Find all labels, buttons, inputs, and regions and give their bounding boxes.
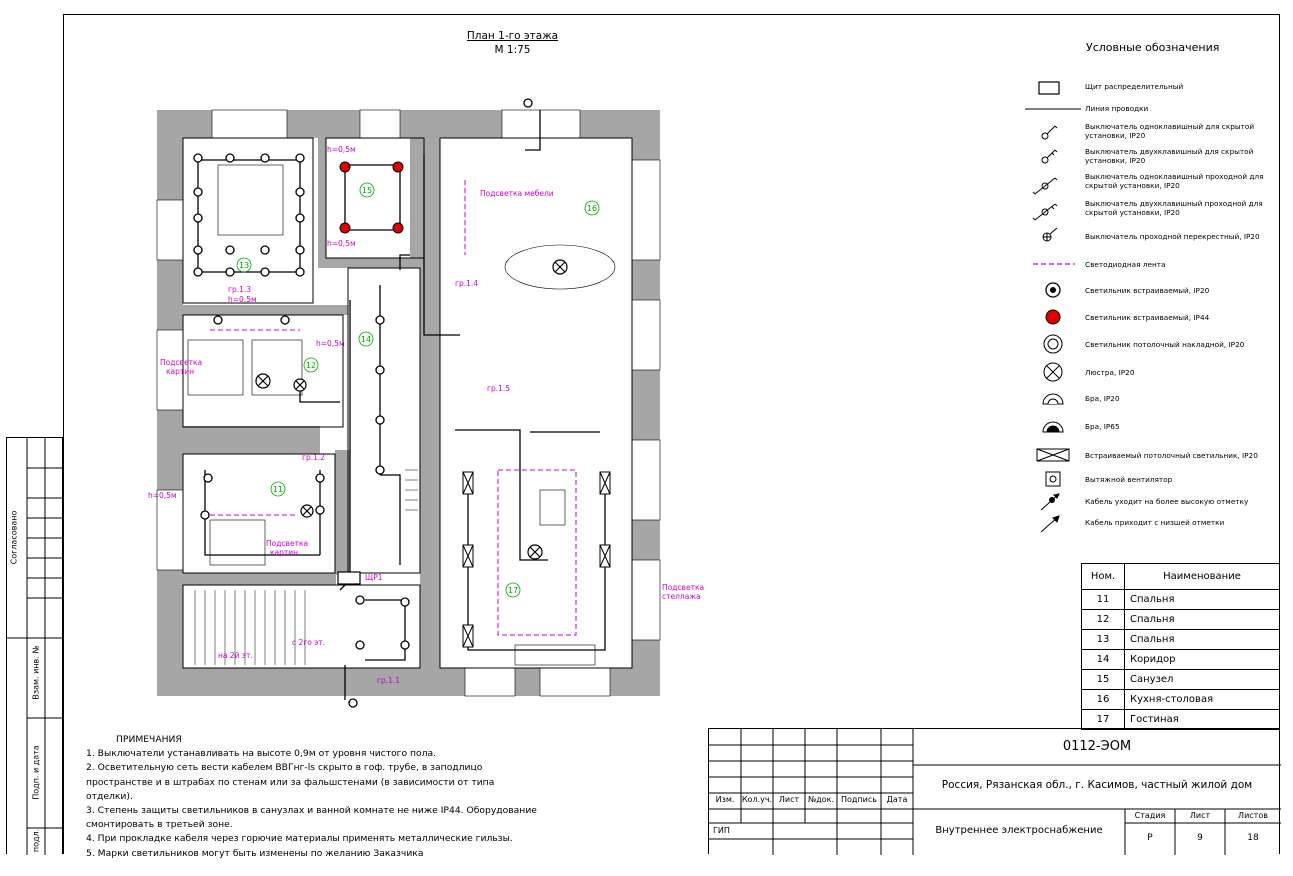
notes-title: ПРИМЕЧАНИЯ [116, 734, 182, 745]
notes-line: 1. Выключатели устанавливать на высоте 0,9м от уровня чистого пола. [86, 748, 437, 760]
notes-line: 5. Марки светильников могут быть изменены по желанию Заказчика [86, 847, 424, 859]
picture-light-label-2a: Подсветка [266, 539, 309, 548]
group-label-1-4: гр.1.4 [455, 279, 479, 288]
rooms-table [1081, 563, 1280, 730]
room-label-12: 12 [305, 361, 317, 370]
height-label-5: h=0,5м [148, 491, 177, 500]
height-label-2: h=0,5м [327, 239, 356, 248]
title-block [708, 728, 1280, 854]
side-sign-date: Подп. и дата [31, 745, 41, 800]
stamp-sheet-label: Лист [1189, 811, 1211, 820]
legend-item: Выключатель двухклавишный проходной для скрытой установки, IP20 [1085, 199, 1263, 217]
legend-item: Кабель уходит на более высокую отметку [1085, 497, 1249, 506]
room-label-17: 17 [507, 586, 519, 595]
legend-item: Выключатель двухклавишный для скрытой установки, IP20 [1085, 147, 1254, 165]
notes-line: смонтировать в третьей зоне. [86, 819, 233, 831]
room-label-16: 16 [586, 204, 598, 213]
stamp-stage: Р [1147, 833, 1153, 843]
height-label-1: h=0,5м [327, 145, 356, 154]
room-label-13: 13 [238, 261, 250, 270]
side-stamp [6, 437, 63, 854]
stamp-col-date: Дата [886, 795, 908, 804]
legend-item: Светильник встраиваемый, IP20 [1085, 286, 1210, 295]
table-row: 17 Гостиная [1082, 710, 1280, 730]
notes-line: отделки). [86, 790, 133, 802]
table-row: 16 Кухня-столовая [1082, 690, 1280, 710]
rooms-table-header [1082, 564, 1280, 590]
group-label-1-5: гр.1.5 [487, 384, 511, 393]
shelf-light-label-a: Подсветка [662, 583, 705, 592]
picture-light-label-1b: картин [166, 367, 195, 376]
side-agreed: Согласовано [9, 510, 19, 565]
stamp-code: 0112-ЭОМ [1062, 739, 1132, 754]
to-second-floor-label: на 2й эт. [218, 651, 253, 660]
stamp-sheet: 9 [1197, 833, 1203, 843]
stamp-project: Россия, Рязанская обл., г. Касимов, частный жилой дом [941, 779, 1253, 791]
height-label-3: h=0,5м [228, 295, 257, 304]
notes-line: пространстве и в штрабах по стенам или за фальшстенами (в зависимости от типа [86, 776, 495, 788]
walls [157, 110, 660, 696]
legend-item: Выключатель одноклавишный для скрытой установки, IP20 [1085, 122, 1255, 140]
table-row: 13 Спальня [1082, 630, 1280, 650]
floor-plan [148, 90, 705, 720]
table-row: 11 Спальня [1082, 590, 1280, 610]
stamp-sheets: 18 [1247, 833, 1259, 843]
group-label-1-1: гр.1.1 [377, 676, 401, 685]
room-label-11: 11 [272, 485, 284, 494]
distribution-board [338, 572, 360, 584]
legend-item: Встраиваемый потолочный светильник, IP20 [1085, 451, 1258, 460]
table-row: 12 Спальня [1082, 610, 1280, 630]
plan-title: План 1-го этажа [466, 30, 559, 42]
legend-item: Светильник встраиваемый, IP44 [1085, 313, 1210, 322]
table-row: 15 Санузел [1082, 670, 1280, 690]
rooms-header-name: Наименование [1125, 564, 1280, 590]
group-label-1-2: гр.1.2 [302, 453, 326, 462]
legend-title: Условные обозначения [1086, 41, 1220, 54]
side-inv: Взам. инв. № [31, 645, 41, 700]
legend-item: Щит распределительный [1085, 82, 1184, 91]
stamp-sheet-title: Внутреннее электроснабжение [935, 825, 1103, 836]
legend-item: Линия проводки [1085, 104, 1149, 113]
legend-item: Светильник потолочный накладной, IP20 [1085, 340, 1245, 349]
legend-item: Люстра, IP20 [1085, 368, 1135, 377]
legend-item: Светодиодная лента [1085, 260, 1166, 269]
plan-title-block [455, 29, 570, 57]
height-label-4: h=0,5м [316, 339, 345, 348]
picture-light-label-2b: картин [270, 548, 299, 557]
stamp-gip: ГИП [713, 826, 730, 835]
table-row: 14 Коридор [1082, 650, 1280, 670]
stamp-sheets-label: Листов [1238, 811, 1268, 820]
legend-item: Выключатель одноклавишный проходной для скрытой установки, IP20 [1085, 172, 1264, 190]
furniture-light-label: Подсветка мебели [480, 189, 554, 198]
stamp-stage-label: Стадия [1134, 811, 1166, 820]
stamp-col-doc: №док. [807, 795, 835, 804]
notes-line: 3. Степень защиты светильников в санузлах и ванной комнате не ниже IP44. Оборудование [86, 805, 537, 817]
legend-item: Бра, IP65 [1085, 422, 1120, 431]
rooms-header-num: Ном. [1082, 564, 1125, 590]
room-label-15: 15 [361, 186, 373, 195]
from-second-floor-label: с 2го эт. [292, 638, 326, 647]
shelf-light-label-b: стеллажа [662, 592, 701, 601]
board-label: ЩР1 [365, 573, 383, 582]
side-podl: подл. [31, 828, 41, 853]
notes-line: 2. Осветительную сеть вести кабелем ВВГнг-ls скрыто в гоф. трубе, в заподлицо [86, 762, 483, 774]
stamp-col-kol: Кол.уч. [741, 795, 773, 804]
notes [86, 733, 606, 861]
stamp-col-sign: Подпись [841, 795, 877, 804]
legend-item: Вытяжной вентилятор [1085, 475, 1173, 484]
group-label-1-3: гр.1.3 [228, 285, 252, 294]
stamp-col-list: Лист [778, 795, 800, 804]
plan-scale: М 1:75 [494, 44, 531, 56]
legend-item: Кабель приходит с низшей отметки [1085, 518, 1225, 527]
legend-item: Выключатель проходной перекрестный, IP20 [1085, 232, 1260, 241]
picture-light-label-1a: Подсветка [160, 358, 203, 367]
room-label-14: 14 [360, 335, 372, 344]
legend-item: Бра, IP20 [1085, 394, 1120, 403]
stamp-columns [709, 795, 913, 804]
stamp-col-izm: Изм. [715, 795, 735, 804]
notes-line: 4. При прокладке кабеля через горючие материалы применять металлические гильзы. [86, 833, 513, 845]
